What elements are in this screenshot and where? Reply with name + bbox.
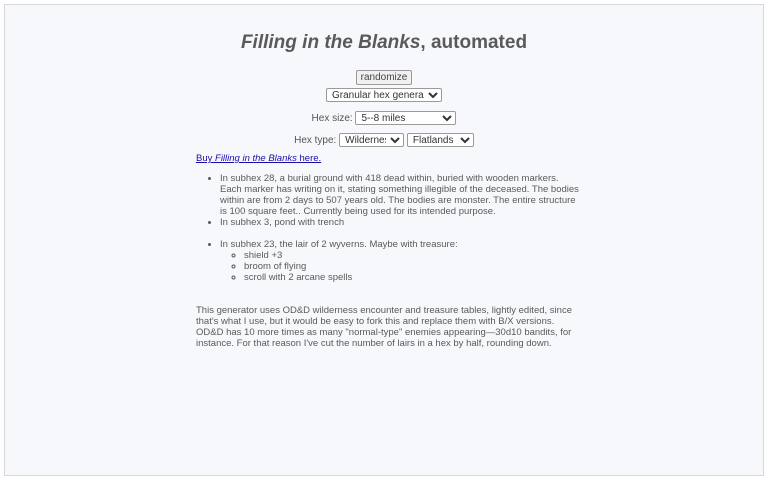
results-list bbox=[196, 173, 581, 283]
page-container bbox=[4, 4, 764, 476]
list-item-text: In subhex 23, the lair of 2 wyverns. Maybe with treasure: bbox=[220, 239, 458, 250]
buy-suffix: here. bbox=[296, 153, 322, 164]
hex-type-select[interactable] bbox=[339, 133, 404, 147]
results-content bbox=[196, 153, 581, 349]
footer-line-1: This generator uses OD&D wilderness encounter and treasure tables, lightly edited, since that's what I use, but it would be easy to fork this and replace them with B/X versions. bbox=[196, 305, 572, 327]
terrain-select[interactable] bbox=[407, 133, 474, 147]
footer-notes bbox=[196, 305, 581, 349]
list-item bbox=[220, 239, 581, 283]
hex-size-label: Hex size: bbox=[311, 113, 353, 124]
hex-type-label: Hex type: bbox=[294, 135, 337, 146]
footer-line-2: OD&D has 10 more times as many "normal-type" enemies appearing—30d10 bandits, for instance. For that reason I've cut the number of lairs in a hex by half, rounding down. bbox=[196, 327, 572, 349]
randomize-button[interactable]: randomize bbox=[356, 70, 413, 85]
list-spacer bbox=[220, 228, 581, 239]
list-item: • In subhex 28, a burial ground with 418 dead within, buried with wooden markers. Each marker has writing on it, stating something illegible of the deceased. The bodies within are from 2 days to 507 years old. The bodies are monster. The entire structure is 100 square feet.. Currently being used for its intended purpose. bbox=[220, 173, 581, 217]
hex-type-row bbox=[5, 133, 763, 147]
treasure-item: ◦ shield +3 bbox=[244, 250, 581, 261]
title-rest: , automated bbox=[420, 32, 528, 53]
buy-italic: Filling in the Blanks bbox=[215, 153, 297, 164]
generation-mode-select[interactable] bbox=[326, 88, 442, 102]
treasure-item: ◦ scroll with 2 arcane spells bbox=[244, 272, 581, 283]
buy-link[interactable] bbox=[196, 153, 321, 164]
title-italic: Filling in the Blanks bbox=[240, 32, 421, 53]
hex-size-row bbox=[5, 111, 763, 125]
randomize-row bbox=[5, 67, 763, 85]
page-title bbox=[5, 32, 763, 54]
list-item: • In subhex 3, pond with trench bbox=[220, 217, 581, 228]
treasure-item: ◦ broom of flying bbox=[244, 261, 581, 272]
hex-size-select[interactable] bbox=[355, 111, 456, 125]
mode-row bbox=[5, 88, 763, 102]
buy-prefix: Buy bbox=[196, 153, 216, 164]
treasure-list bbox=[220, 250, 581, 283]
